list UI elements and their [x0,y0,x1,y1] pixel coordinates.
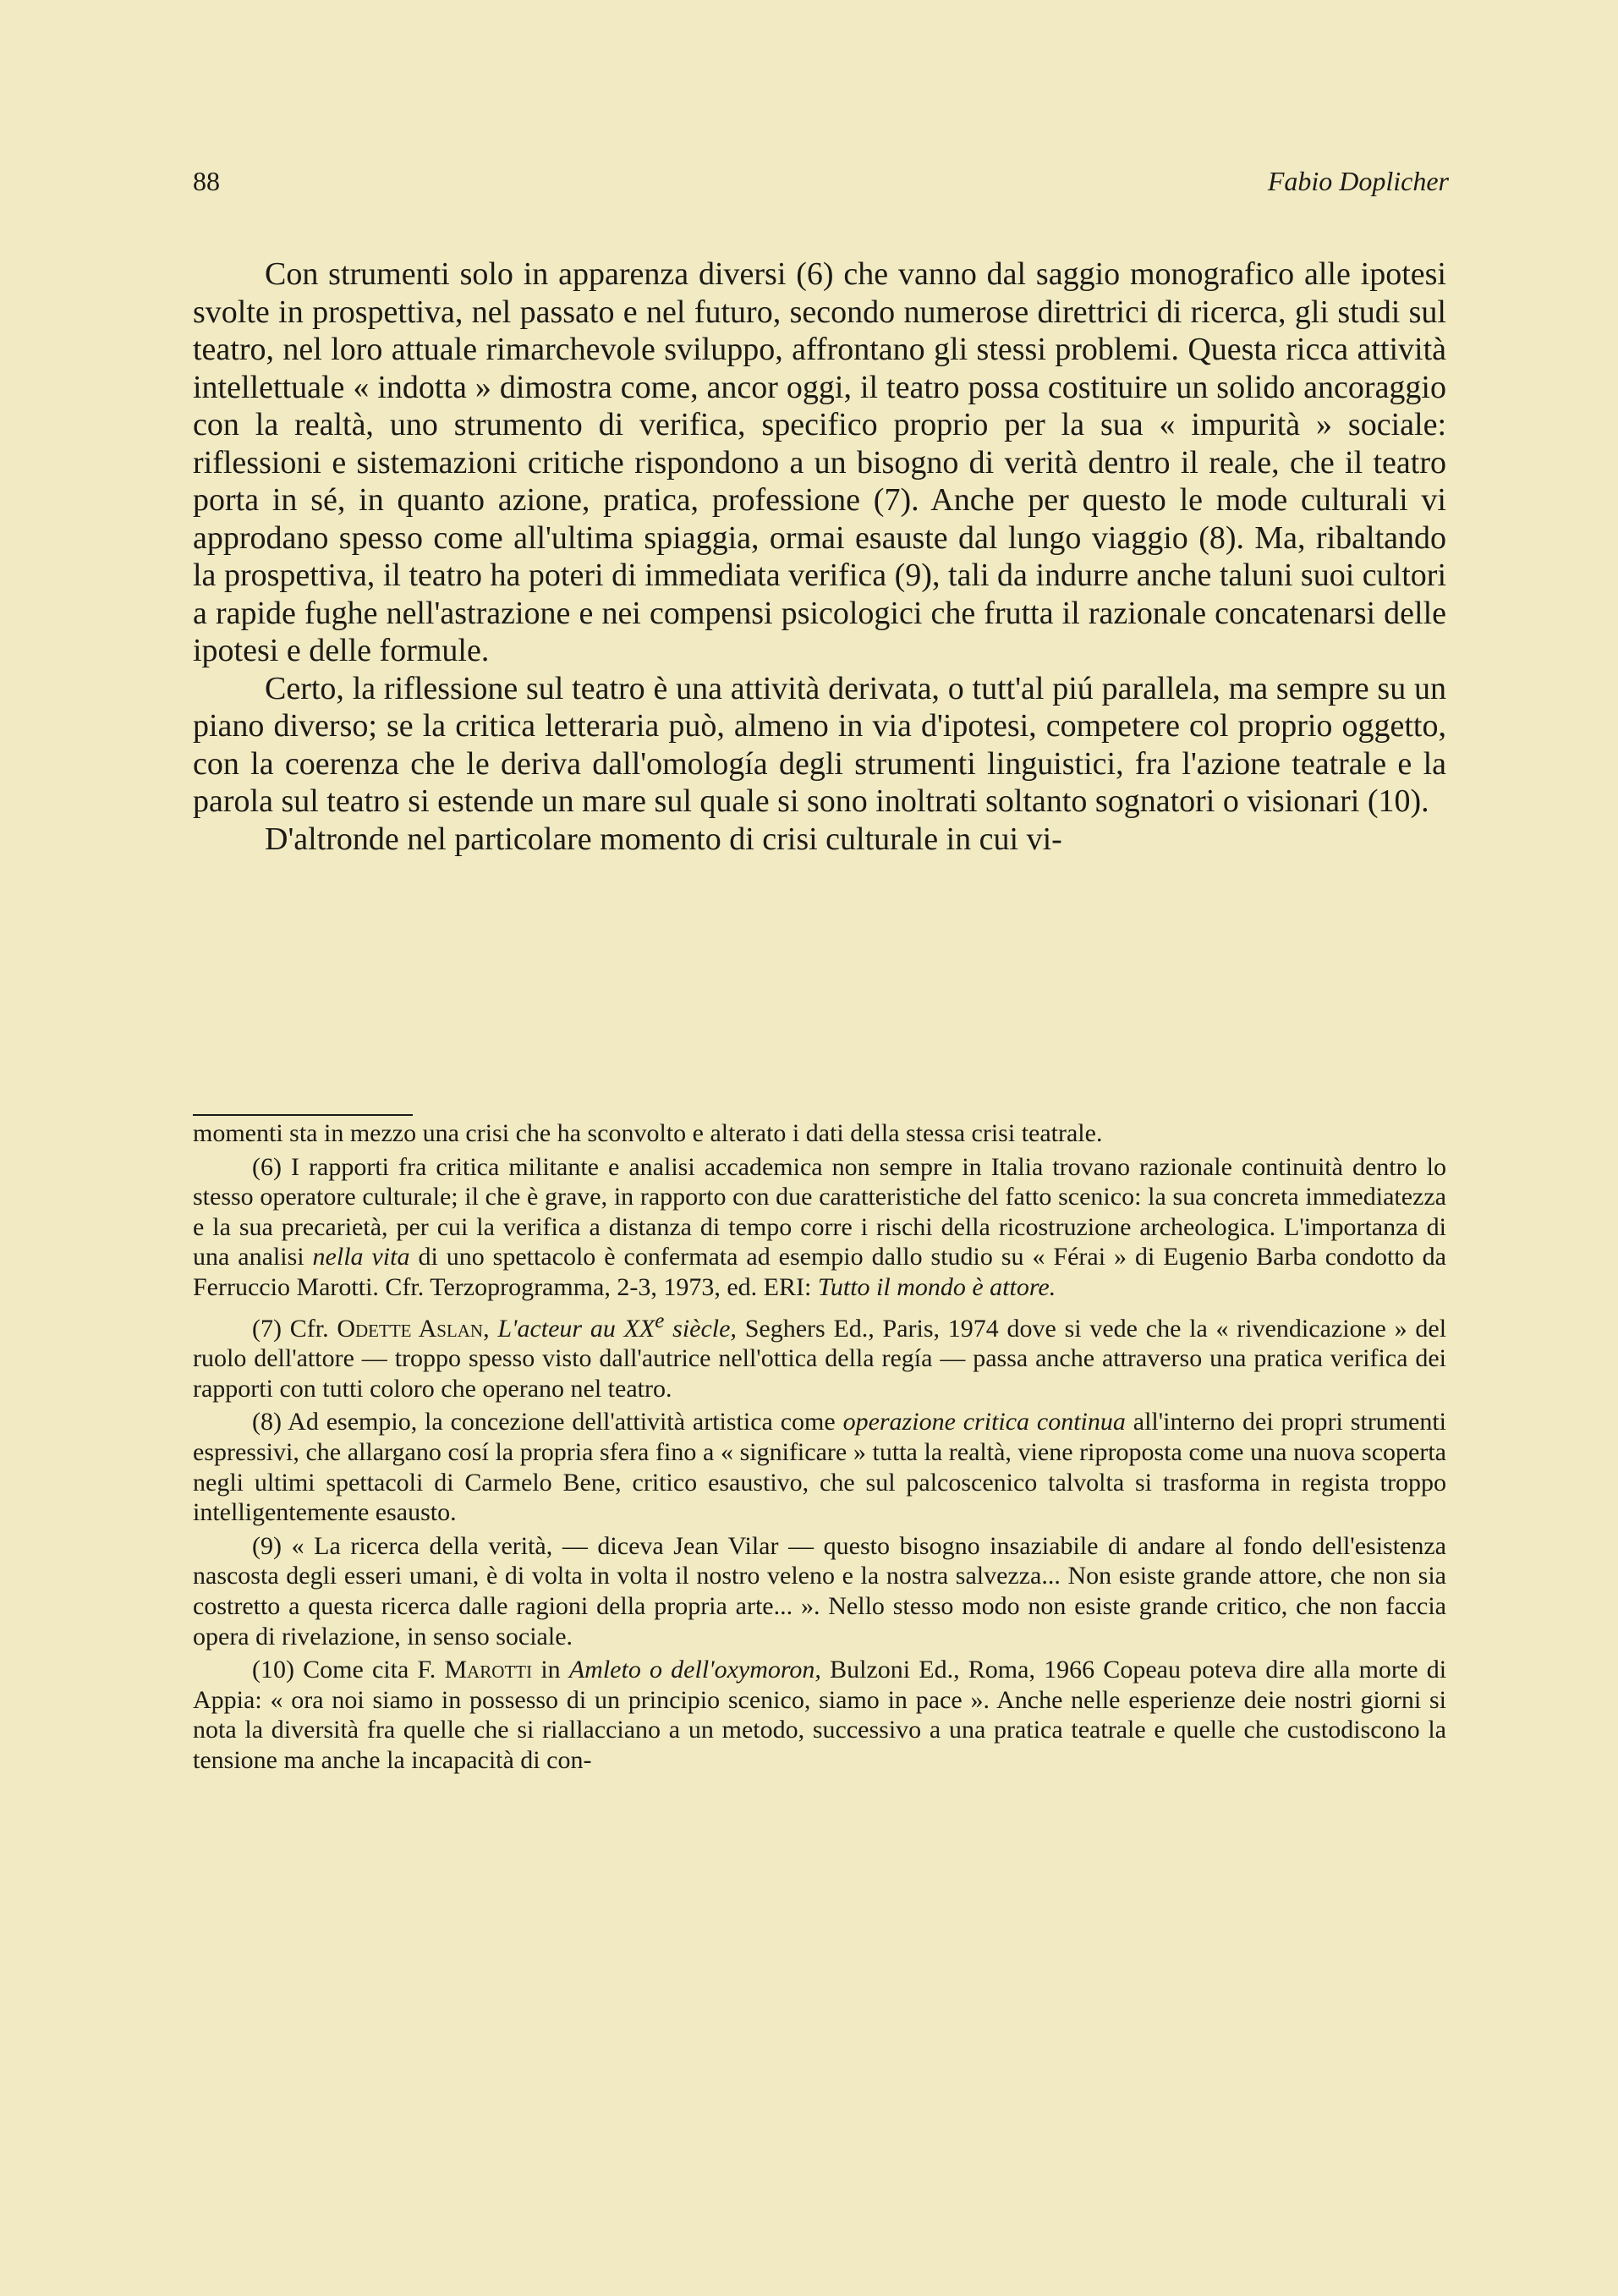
footnote-6-text: (6) I rapporti fra critica militante e analisi accademica non sempre in Italia trovano razionale continuità dentro lo stesso operatore culturale; il che è grave, in rapporto con due caratteristiche del fatto scenico: la sua concreta immediatezza e la sua precarietà, per cui la verifica a distanza di tempo corre i rischi della ricostruzione archeologica. L'importanza di una analisi [193,1152,1446,1272]
footnote-10-mid: in [540,1656,561,1684]
footnote-6-italic: nella vita [312,1243,410,1272]
footnote-7-title-sup: e [655,1309,665,1332]
paragraph-3: D'altronde nel particolare momento di crisi culturale in cui vi- [265,821,1062,857]
footnotes [193,1118,1446,1778]
footnote-8 [193,1407,1446,1527]
footnote-6-title: Tutto il mondo è attore. [817,1272,1056,1301]
footnote-7 [193,1306,1446,1404]
footnote-8-prefix: (8) Ad esempio, la concezione dell'attività artistica come [252,1408,836,1436]
running-header [193,166,1449,197]
footnote-8-text: all'interno dei propri strumenti espressivi, che allargano cosí la propria sfera fino a « significare » tutta la realtà, viene riproposta come una nuova scoperta negli ultimi spettacoli di Carmelo Bene, critico esaustivo, che sul palcoscenico talvolta si trasforma in regista troppo intelligentemente esausto. [193,1408,1447,1527]
footnote-10-prefix: (10) Come cita F. [252,1656,436,1684]
paragraph-1: Con strumenti solo in apparenza diversi (6) che vanno dal saggio monografico alle ipotesi svolte in prospettiva, nel passato e nel futuro, secondo numerose direttrici di ricerca, gli studi sul teatro, nel loro attuale rimarchevole sviluppo, affrontano gli stessi problemi. Questa ricca attività intellettuale « indotta » dimostra come, ancor oggi, il teatro possa costituire un solido ancoraggio con la realtà, uno strumento di verifica, specifico proprio per la sua « impurità » sociale: riflessioni e sistemazioni critiche rispondono a un bisogno di verità dentro il reale, che il teatro porta in sé, in quanto azione, pratica, professione (7). Anche per questo le mode culturali vi approdano spesso come all'ultima spiaggia, ormai esauste dal lungo viaggio (8). Ma, ribaltando la prospettiva, il teatro ha poteri di immediata verifica (9), tali da indurre anche taluni suoi cultori a rapide fughe nell'astrazione e nei compensi psicologici che frutta il razionale concatenarsi delle ipotesi e delle formule. [193,256,1446,668]
footnote-10-title: Amleto o dell'oxymoron, [568,1656,821,1684]
footnote-7-author: Odette Aslan, [337,1314,490,1343]
footnote-7-prefix: (7) Cfr. [252,1314,329,1343]
footnote-8-italic: operazione critica continua [842,1408,1126,1436]
footnote-10-text: Bulzoni Ed., Roma, 1966 Copeau poteva dire alla morte di Appia: « ora noi siamo in possesso di un principio scenico, siamo in pace ». Anche nelle esperienze deie nostri giorni si nota la diversità fra quelle che si riallacciano a un metodo, successivo a una pratica teatrale e quelle che custodiscono la tensione ma anche la incapacità di con- [193,1656,1447,1774]
footnote-7-title: L'acteur au XX [497,1314,655,1343]
page-number: 88 [193,166,220,196]
footnote-divider [193,1114,413,1116]
footnote-9: (9) « La ricerca della verità, — diceva Jean Vilar — questo bisogno insaziabile di andare al fondo dell'esistenza nascosta degli esseri umani, è di volta in volta il nostro veleno e la nostra salvezza... Non esiste grande attore, che non sia costretto a questa ricerca dalle ragioni della propria arte... ». Nello stesso modo non esiste grande critico, che non faccia opera di rivelazione, in senso sociale. [193,1531,1446,1651]
footnote-6-text-2: di uno spettacolo è confermata ad esempio dallo studio su « Férai » di Eugenio Barba condotto da Ferruccio Marotti. Cfr. Terzoprogramma, 2-3, 1973, ed. ERI: [193,1243,1446,1301]
footnote-10 [193,1655,1446,1775]
running-head-author: Fabio Doplicher [1267,166,1449,196]
footnote-6 [193,1152,1446,1303]
paragraph-2: Certo, la riflessione sul teatro è una attività derivata, o tutt'al piú parallela, ma sempre su un piano diverso; se la critica letteraria può, almeno in via d'ipotesi, competere col proprio oggetto, con la coerenza che le deriva dall'omología degli strumenti linguistici, fra l'azione teatrale e la parola sul teatro si estende un mare sul quale si sono inoltrati soltanto sognatori o visionari (10). [193,670,1446,819]
body-text [193,255,1446,858]
footnote-continuation: momenti sta in mezzo una crisi che ha sconvolto e alterato i dati della stessa crisi teatrale. [193,1119,1103,1147]
footnote-7-title-2: siècle, [672,1314,737,1343]
footnote-10-author: Marotti [444,1656,533,1684]
footnote-7-text: Seghers Ed., Paris, 1974 dove si vede che la « rivendicazione » del ruolo dell'attore — troppo spesso visto dall'autrice nell'ottica della regía — passa anche attraverso una pratica verifica dei rapporti con tutti coloro che operano nel teatro. [193,1314,1447,1403]
